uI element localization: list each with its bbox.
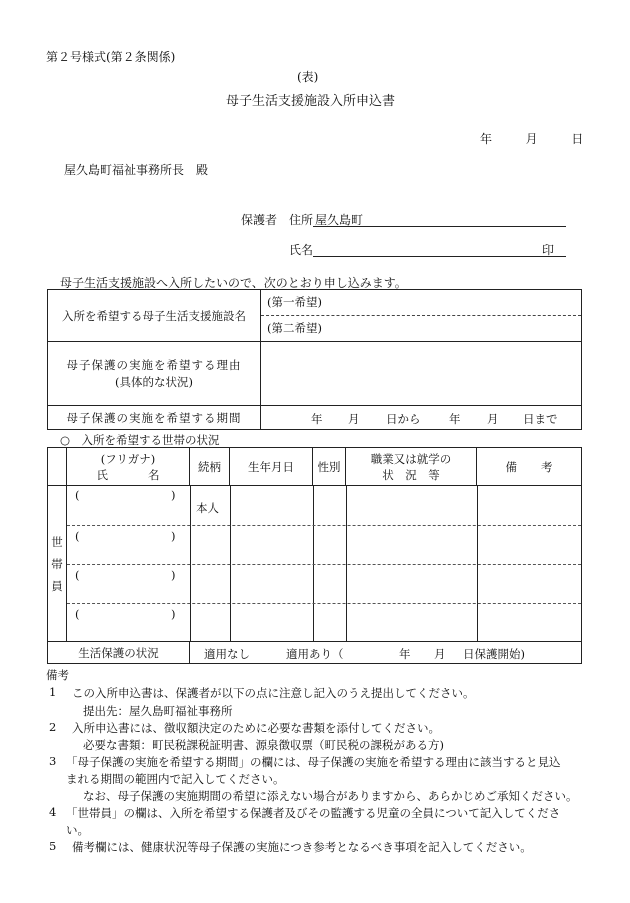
reason-field[interactable] [261,342,582,406]
welfare-none[interactable]: 適用なし [204,647,250,661]
note-1-number: 1 [49,685,57,699]
note-3-text: 「母子保護の実施を希望する期間」の欄には、母子保護の実施を希望する理由に該当すると見込 [66,755,561,769]
reason-label-line2: (具体的な状況) [115,374,193,389]
address-field[interactable] [313,211,566,227]
address-value: 屋久島町 [315,213,364,227]
welfare-applied[interactable]: 適用あり（ [286,647,344,661]
household-heading: ○ 入所を希望する世帯の状況 [60,433,220,447]
welfare-start: 日保護開始) [463,647,525,661]
note-3-number: 3 [49,754,57,768]
note-1-sub: 提出先：屋久島町福祉事務所 [83,704,233,718]
address-label: 住所 [289,213,314,227]
facility-second-choice[interactable]: (第二希望) [261,315,581,341]
header-relation: 続柄 [190,448,230,486]
row4-paren-open: ( [75,607,80,621]
note-4-number: 4 [49,805,57,819]
household-side-label: 世 帯 員 [48,486,67,642]
header-sex: 性別 [313,448,346,486]
welfare-label: 生活保護の状況 [48,642,190,664]
period-month-2: 月 [487,412,499,426]
period-label: 母子保護の実施を希望する期間 [48,406,261,430]
row1-paren-close: ) [171,488,176,502]
note-5-number: 5 [49,839,57,853]
guardian-label: 保護者 [241,213,278,227]
name-field[interactable] [313,241,566,257]
form-title: 母子生活支援施設入所申込書 [226,94,396,109]
welfare-year: 年 [399,647,411,661]
note-1-text: この入所申込書は、保護者が以下の点に注意し記入のうえ提出してください。 [72,686,475,700]
row2-paren-close: ) [171,529,176,543]
header-kana: (フリガナ) [100,451,156,466]
seal-mark: 印 [542,243,555,257]
note-4-cont: い。 [66,823,89,837]
note-5-text: 備考欄には、健康状況等母子保護の実施につき参考となるべき事項を記入してください。 [72,840,532,854]
reason-label-line1: 母子保護の実施を希望する理由 [66,357,242,372]
note-2-number: 2 [49,720,57,734]
reason-label [48,342,261,406]
row1-paren-open: ( [75,488,80,502]
row3-paren-open: ( [75,568,80,582]
note-3-sub: なお、母子保護の実施期間の希望に添えない場合がありますから、あらかじめご承知ください。 [83,789,578,803]
period-month-1: 月 [348,412,360,426]
notes-heading: 備考 [46,668,69,682]
period-year-2: 年 [449,412,461,426]
application-table [47,289,582,430]
facility-label: 入所を希望する母子生活支援施設名 [48,290,261,342]
header-birth: 生年月日 [230,448,313,486]
header-blank [48,448,67,486]
facility-first-choice[interactable]: (第一希望) [267,295,322,309]
welfare-status[interactable] [190,642,582,664]
facility-choices[interactable] [261,290,582,342]
date-month: 月 [525,132,538,146]
addressee: 屋久島町福祉事務所長 殿 [64,163,209,177]
date-year: 年 [480,132,493,146]
row2-paren-open: ( [75,529,80,543]
welfare-month: 月 [434,647,446,661]
name-label: 氏名 [289,243,314,257]
period-to: 日まで [523,412,558,426]
form-number: 第２号様式(第２条関係) [46,50,176,64]
note-4-text: 「世帯員」の欄は、入所を希望する保護者及びその監護する児童の全員について記入してくださ [66,806,561,820]
row1-relation-self: 本人 [196,501,219,515]
note-2-sub: 必要な書類：町民税課税証明書、源泉徴収票（町民税の課税がある方) [83,738,444,752]
row3-paren-close: ) [171,568,176,582]
header-name-label: 氏 名 [96,467,160,482]
period-year-1: 年 [311,412,323,426]
intro-text: 母子生活支援施設へ入所したいので、次のとおり申し込みます。 [60,276,407,290]
header-job: 職業又は就学の 状 況 等 [346,448,477,486]
date-line [480,130,583,147]
note-3-cont: まれる期間の範囲内で記入してください。 [66,772,285,786]
note-2-text: 入所申込書には、徴収額決定のために必要な書類を添付してください。 [72,721,440,735]
household-rows [67,486,582,642]
page-side-label: (表) [297,70,319,84]
header-note: 備 考 [477,448,582,486]
row4-paren-close: ) [171,607,176,621]
header-name [67,448,190,486]
date-day: 日 [571,132,584,146]
period-from: 日から [386,412,421,426]
period-field[interactable] [261,406,582,430]
household-table [47,447,582,664]
